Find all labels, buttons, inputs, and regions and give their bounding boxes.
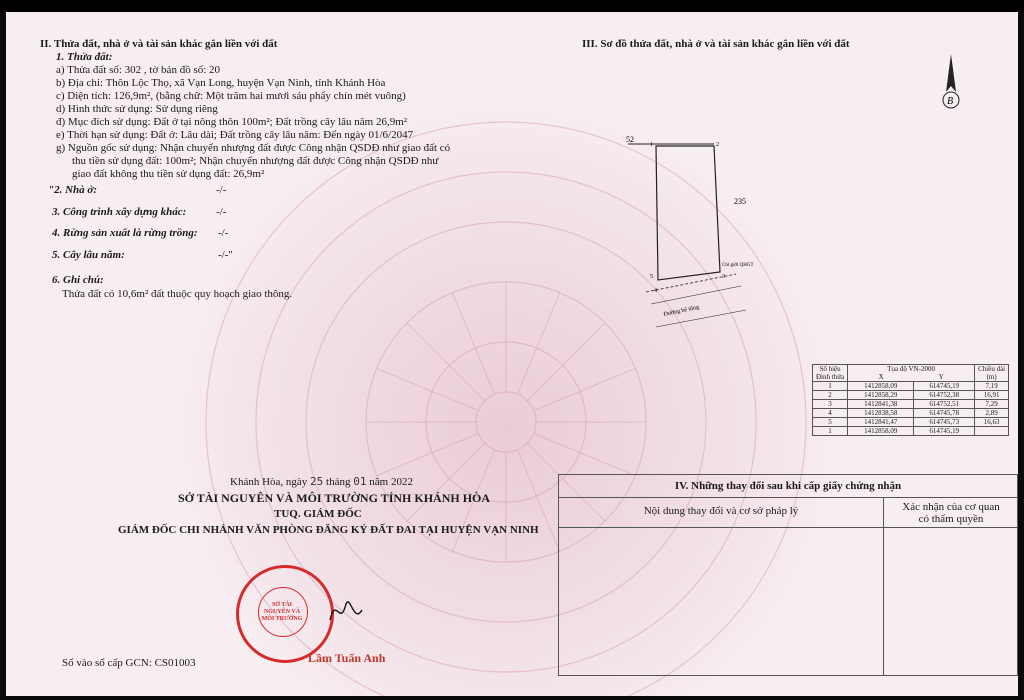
date-line: Khánh Hòa, ngày 25 tháng 01 năm 2022 (230, 475, 413, 488)
use-purpose: đ) Mục đích sử dụng: Đất ở tại nông thôn 100m²; Đất trồng cây lâu năm 26,9m² (56, 116, 408, 128)
changes-column-content (559, 497, 884, 675)
use-term: e) Thời hạn sử dụng: Đất ở: Lâu dài; Đất trồng cây lâu năm: Đến ngày 01/6/2047 (56, 129, 414, 141)
signature-scribble-icon (326, 590, 366, 630)
coordinate-table (812, 364, 1009, 436)
note-text: Thửa đất có 10,6m² đất thuộc quy hoạch giao thông. (62, 288, 293, 300)
note-label: 6. Ghi chú: (52, 274, 104, 286)
road-label: Đường bê tông (663, 304, 700, 318)
house-label: "2. Nhà ở: (48, 184, 97, 196)
signer-name: Lâm Tuấn Anh (308, 651, 386, 665)
stamp-text: SỞ TÀI NGUYÊN VÀ MÔI TRƯỜNG (261, 602, 303, 622)
table-row: 5 1412841,47 614745,73 16,63 (813, 418, 1009, 427)
neighbor-label-52: 52 (626, 135, 634, 144)
address: b) Địa chỉ: Thôn Lộc Thọ, xã Vạn Long, huyện Vạn Ninh, tỉnh Khánh Hòa (56, 77, 386, 89)
section4-title: IV. Những thay đổi sau khi cấp giấy chứng nhận (559, 475, 1017, 498)
registry-number: Số vào sổ cấp GCN: CS01003 (62, 657, 196, 669)
section2-title: II. Thửa đất, nhà ở và tài sản khác gắn liền với đất (40, 38, 278, 50)
house-value: -/- (216, 184, 227, 196)
director-title: GIÁM ĐỐC CHI NHÁNH VĂN PHÒNG ĐĂNG KÝ ĐẤT ĐAI TẠI HUYỆN VẠN NINH (118, 524, 539, 536)
table-row: 4 1412838,58 614745,78 2,89 (813, 409, 1009, 418)
land-heading: 1. Thửa đất: (56, 51, 113, 63)
certificate-page (6, 12, 1018, 696)
forest-value: -/- (218, 227, 229, 239)
point-1: 1 (650, 142, 653, 148)
perennial-value: -/-" (218, 249, 233, 261)
north-arrow-icon (936, 52, 966, 122)
parcel-diagram (606, 132, 766, 342)
perennial-label: 5. Cây lâu năm: (52, 249, 125, 261)
table-row: 1 1412858,09 614745,19 7,19 (813, 382, 1009, 391)
forest-label: 4. Rừng sản xuất là rừng trồng: (52, 227, 198, 239)
other-works-value: -/- (216, 206, 227, 218)
th-coords: Tọa độ VN-2000 X Y (848, 365, 975, 382)
th-length: Chiều dài (m) (975, 365, 1009, 382)
changes-col1-header: Nội dung thay đổi và cơ sở pháp lý (643, 505, 799, 517)
origin-line2: thu tiền sử dụng đất: 100m²; Nhận chuyển nhượng đất được Công nhận QSDĐ như (72, 155, 439, 167)
table-row: 1 1412858,09 614745,19 (813, 427, 1009, 436)
point-5: 5 (650, 274, 653, 280)
origin-line3: giao đất không thu tiền sử dụng đất: 26,9m² (72, 168, 265, 180)
changes-col2-header-1: Xác nhận của cơ quan (902, 501, 1000, 513)
parcel-number: a) Thửa đất số: 302 , tờ bản đồ số: 20 (56, 64, 221, 76)
plan-line-label: Chỉ giới QHGT (722, 263, 754, 268)
point-2: 2 (716, 142, 719, 148)
neighbor-label-235: 235 (734, 197, 746, 206)
point-4: 4 (654, 288, 657, 294)
other-works-label: 3. Công trình xây dựng khác: (52, 206, 187, 218)
area: c) Diện tích: 126,9m², (bằng chữ: Một trăm hai mươi sáu phẩy chín mét vuông) (56, 90, 406, 102)
th-point: Số hiệu Đỉnh thửa (813, 365, 848, 382)
tuq-label: TUQ. GIÁM ĐỐC (274, 508, 362, 520)
top-black-bar (0, 0, 1024, 12)
use-form: d) Hình thức sử dụng: Sử dụng riêng (56, 103, 218, 115)
changes-section (558, 474, 1018, 676)
issuing-org: SỞ TÀI NGUYÊN VÀ MÔI TRƯỜNG TỈNH KHÁNH HÒA (178, 491, 491, 505)
section3-title: III. Sơ đồ thửa đất, nhà ở và tài sản khác gắn liền với đất (582, 38, 850, 50)
point-3: 3 (722, 274, 725, 280)
table-row: 2 1412858,29 614752,38 16,91 (813, 391, 1009, 400)
table-row: 3 1412841,38 614752,51 7,29 (813, 400, 1009, 409)
changes-col2-header-2: có thẩm quyền (918, 513, 984, 525)
svg-text:B: B (947, 96, 954, 107)
origin-line1: g) Nguồn gốc sử dụng: Nhận chuyển nhượng đất được Công nhận QSDĐ như giao đất có (56, 142, 451, 154)
